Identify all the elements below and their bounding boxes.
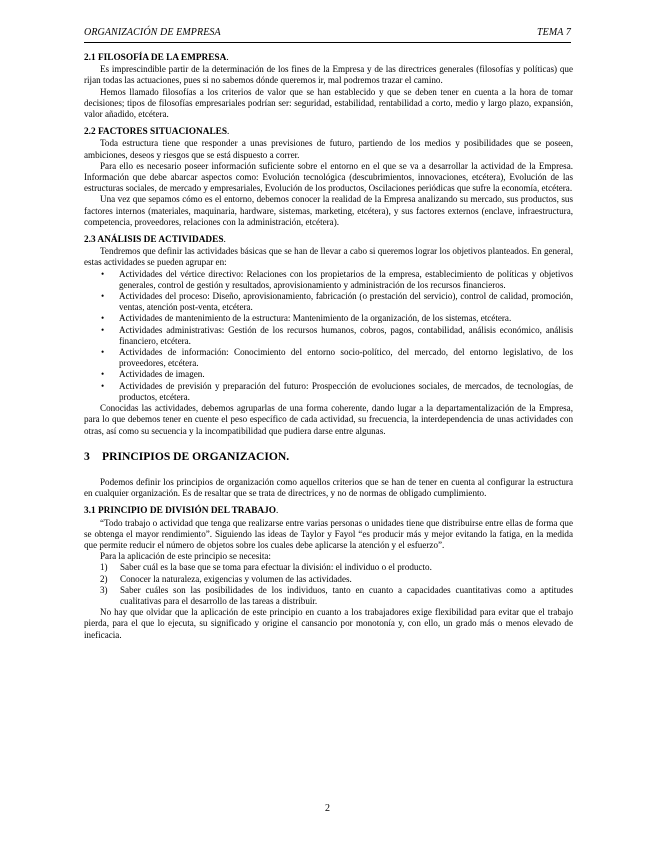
paragraph: Es imprescindible partir de la determinación de los fines de la Empresa y de las directrices generales (filosofías y políticas) que rijan todas las actuaciones, pues si no sabemos dónde queremos ir, mal podremos trazar el camino. (84, 64, 573, 86)
list-item: • Actividades administrativas: Gestión de los recursos humanos, cobros, pagos, contabilidad, análisis económico, análisis financiero, etcétera. (119, 325, 573, 347)
item-text: Saber cuál es la base que se toma para efectuar la división: el individuo o el producto. (120, 562, 432, 573)
list-item: • Actividades del vértice directivo: Relaciones con los propietarios de la empresa, establecimiento de políticas y objetivos generales, control de gestión y resultados, aprovisionamiento y administración de los recursos financieros. (119, 269, 573, 291)
section-heading-3-1 (84, 506, 573, 517)
requirements-list (84, 562, 573, 607)
paragraph: Toda estructura tiene que responder a unas previsiones de futuro, partiendo de los medios y posibilidades que se poseen, ambiciones, deseos y riesgos que se está dispuesto a correr. (84, 138, 573, 160)
paragraph: Para ello es necesario poseer información suficiente sobre el entorno en el que se va a desarrollar la actividad de la Empresa. Información que debe abarcar aspectos como: Evolución tecnológica (descubrimientos, innovaciones, etcétera), Evolución de las estructuras sociales, de mercado y empresariales, Evolución de los productos, Oscilaciones periódicas que sufre la economía, etcétera. (84, 160, 573, 194)
header-chapter: TEMA 7 (536, 27, 571, 38)
chapter-title: PRINCIPIOS DE ORGANIZACION. (102, 449, 290, 463)
paragraph: Hemos llamado filosofías a los criterios de valor que se han establecido y que se deben tener en cuenta a la hora de tomar decisiones; tipos de filosofías empresariales podrían ser: seguridad, estabilidad, rentabilidad a corto, medio y largo plazo, expansión, valor añadido, etcétera. (84, 86, 573, 120)
paragraph: Conocidas las actividades, debemos agruparlas de una forma coherente, dando lugar a la departamentalización de la Empresa, para lo que debemos tener en cuente el peso específico de cada actividad, su frecuencia, la interdependencia de unas actividades con otras, así como su secuencia y la incompatibilidad que pudiera darse entre algunas. (84, 403, 573, 436)
list-item (84, 585, 573, 607)
section-title: 3.1 PRINCIPIO DE DIVISIÓN DEL TRABAJO (84, 506, 276, 517)
paragraph: Podemos definir los principios de organización como aquellos criterios que se han de tener en cuenta al configurar la estructura en cualquier organización. Es de resaltar que se trata de directrices, y no de normas de obligado cumplimiento. (84, 476, 573, 499)
list-item (84, 574, 573, 585)
activities-list (84, 269, 573, 403)
section-heading-2-1 (84, 53, 573, 64)
list-item (84, 562, 573, 573)
heading-period: . (226, 53, 229, 63)
page-number: 2 (325, 803, 330, 814)
list-item: • Actividades de imagen. (119, 369, 573, 380)
list-item: • Actividades de previsión y preparación del futuro: Prospección de evoluciones sociales, de mercados, de tecnologías, de productos, etcétera. (119, 381, 573, 403)
item-number: 1) (100, 562, 108, 573)
chapter-number: 3 (84, 449, 90, 463)
paragraph: No hay que olvidar que la aplicación de este principio en cuanto a los trabajadores exige flexibilidad para evitar que el trabajo pierda, para el que lo ejecuta, su significado y origine el cansancio por monotonía y, con ello, un grado más o menos elevado de ineficacia. (84, 607, 573, 640)
list-item: • Actividades de información: Conocimiento del entorno socio-político, del mercado, del entorno legislativo, de los proveedores, etcétera. (119, 347, 573, 369)
item-number: 2) (100, 573, 108, 584)
paragraph: Para la aplicación de este principio se necesita: (100, 551, 271, 562)
section-heading-2-3 (84, 235, 573, 246)
header-title: ORGANIZACIÓN DE EMPRESA (84, 27, 221, 38)
list-item: • Actividades del proceso: Diseño, aprovisionamiento, fabricación (o prestación del servicio), control de calidad, promoción, ventas, atención post-venta, etcétera. (119, 291, 573, 313)
header-rule (84, 42, 571, 43)
item-number: 3) (100, 584, 108, 595)
heading-period: . (223, 235, 226, 246)
paragraph: Una vez que sepamos cómo es el entorno, debemos conocer la realidad de la Empresa analizando su mercado, sus productos, sus factores internos (materiales, maquinaria, hardware, sistemas, marketing, etcétera), y sus factores externos (enclave, infraestructura, competencia, proveedores, relaciones con la administración, etcétera). (84, 194, 573, 227)
page-header (84, 27, 571, 41)
paragraph: Tendremos que definir las actividades básicas que se han de llevar a cabo si queremos lograr los objetivos planteados. En general, estas actividades se pueden agrupar en: (84, 246, 573, 268)
section-heading-2-2 (84, 127, 573, 138)
section-title: 2.1 FILOSOFÍA DE LA EMPRESA (84, 53, 227, 63)
chapter-heading-3 (84, 451, 573, 462)
page-body (84, 53, 573, 641)
paragraph: “Todo trabajo o actividad que tenga que realizarse entre varias personas o unidades tiene que distribuirse entre ellas de forma que se obtenga el mayor rendimiento”. Siguiendo las ideas de Taylor y Fayol “es producir más y mejor evitando la fatiga, en la medida que permite reducir el número de objetos sobre los cuales debe aplicarse la atención y el esfuerzo”. (84, 517, 573, 550)
section-title: 2.2 FACTORES SITUACIONALES (84, 127, 228, 138)
section-title: 2.3 ANÁLISIS DE ACTIVIDADES (84, 235, 224, 246)
list-item: • Actividades de mantenimiento de la estructura: Mantenimiento de la organización, de los sistemas, etcétera. (119, 313, 573, 324)
item-text: Conocer la naturaleza, exigencias y volumen de las actividades. (120, 573, 352, 584)
heading-period: . (276, 506, 279, 517)
item-text: Saber cuáles son las posibilidades de los individuos, tanto en cuanto a capacidades cuantitativas como a aptitudes cualitativas para el desarrollo de las tareas a distribuir. (120, 584, 573, 606)
heading-period: . (227, 127, 230, 138)
